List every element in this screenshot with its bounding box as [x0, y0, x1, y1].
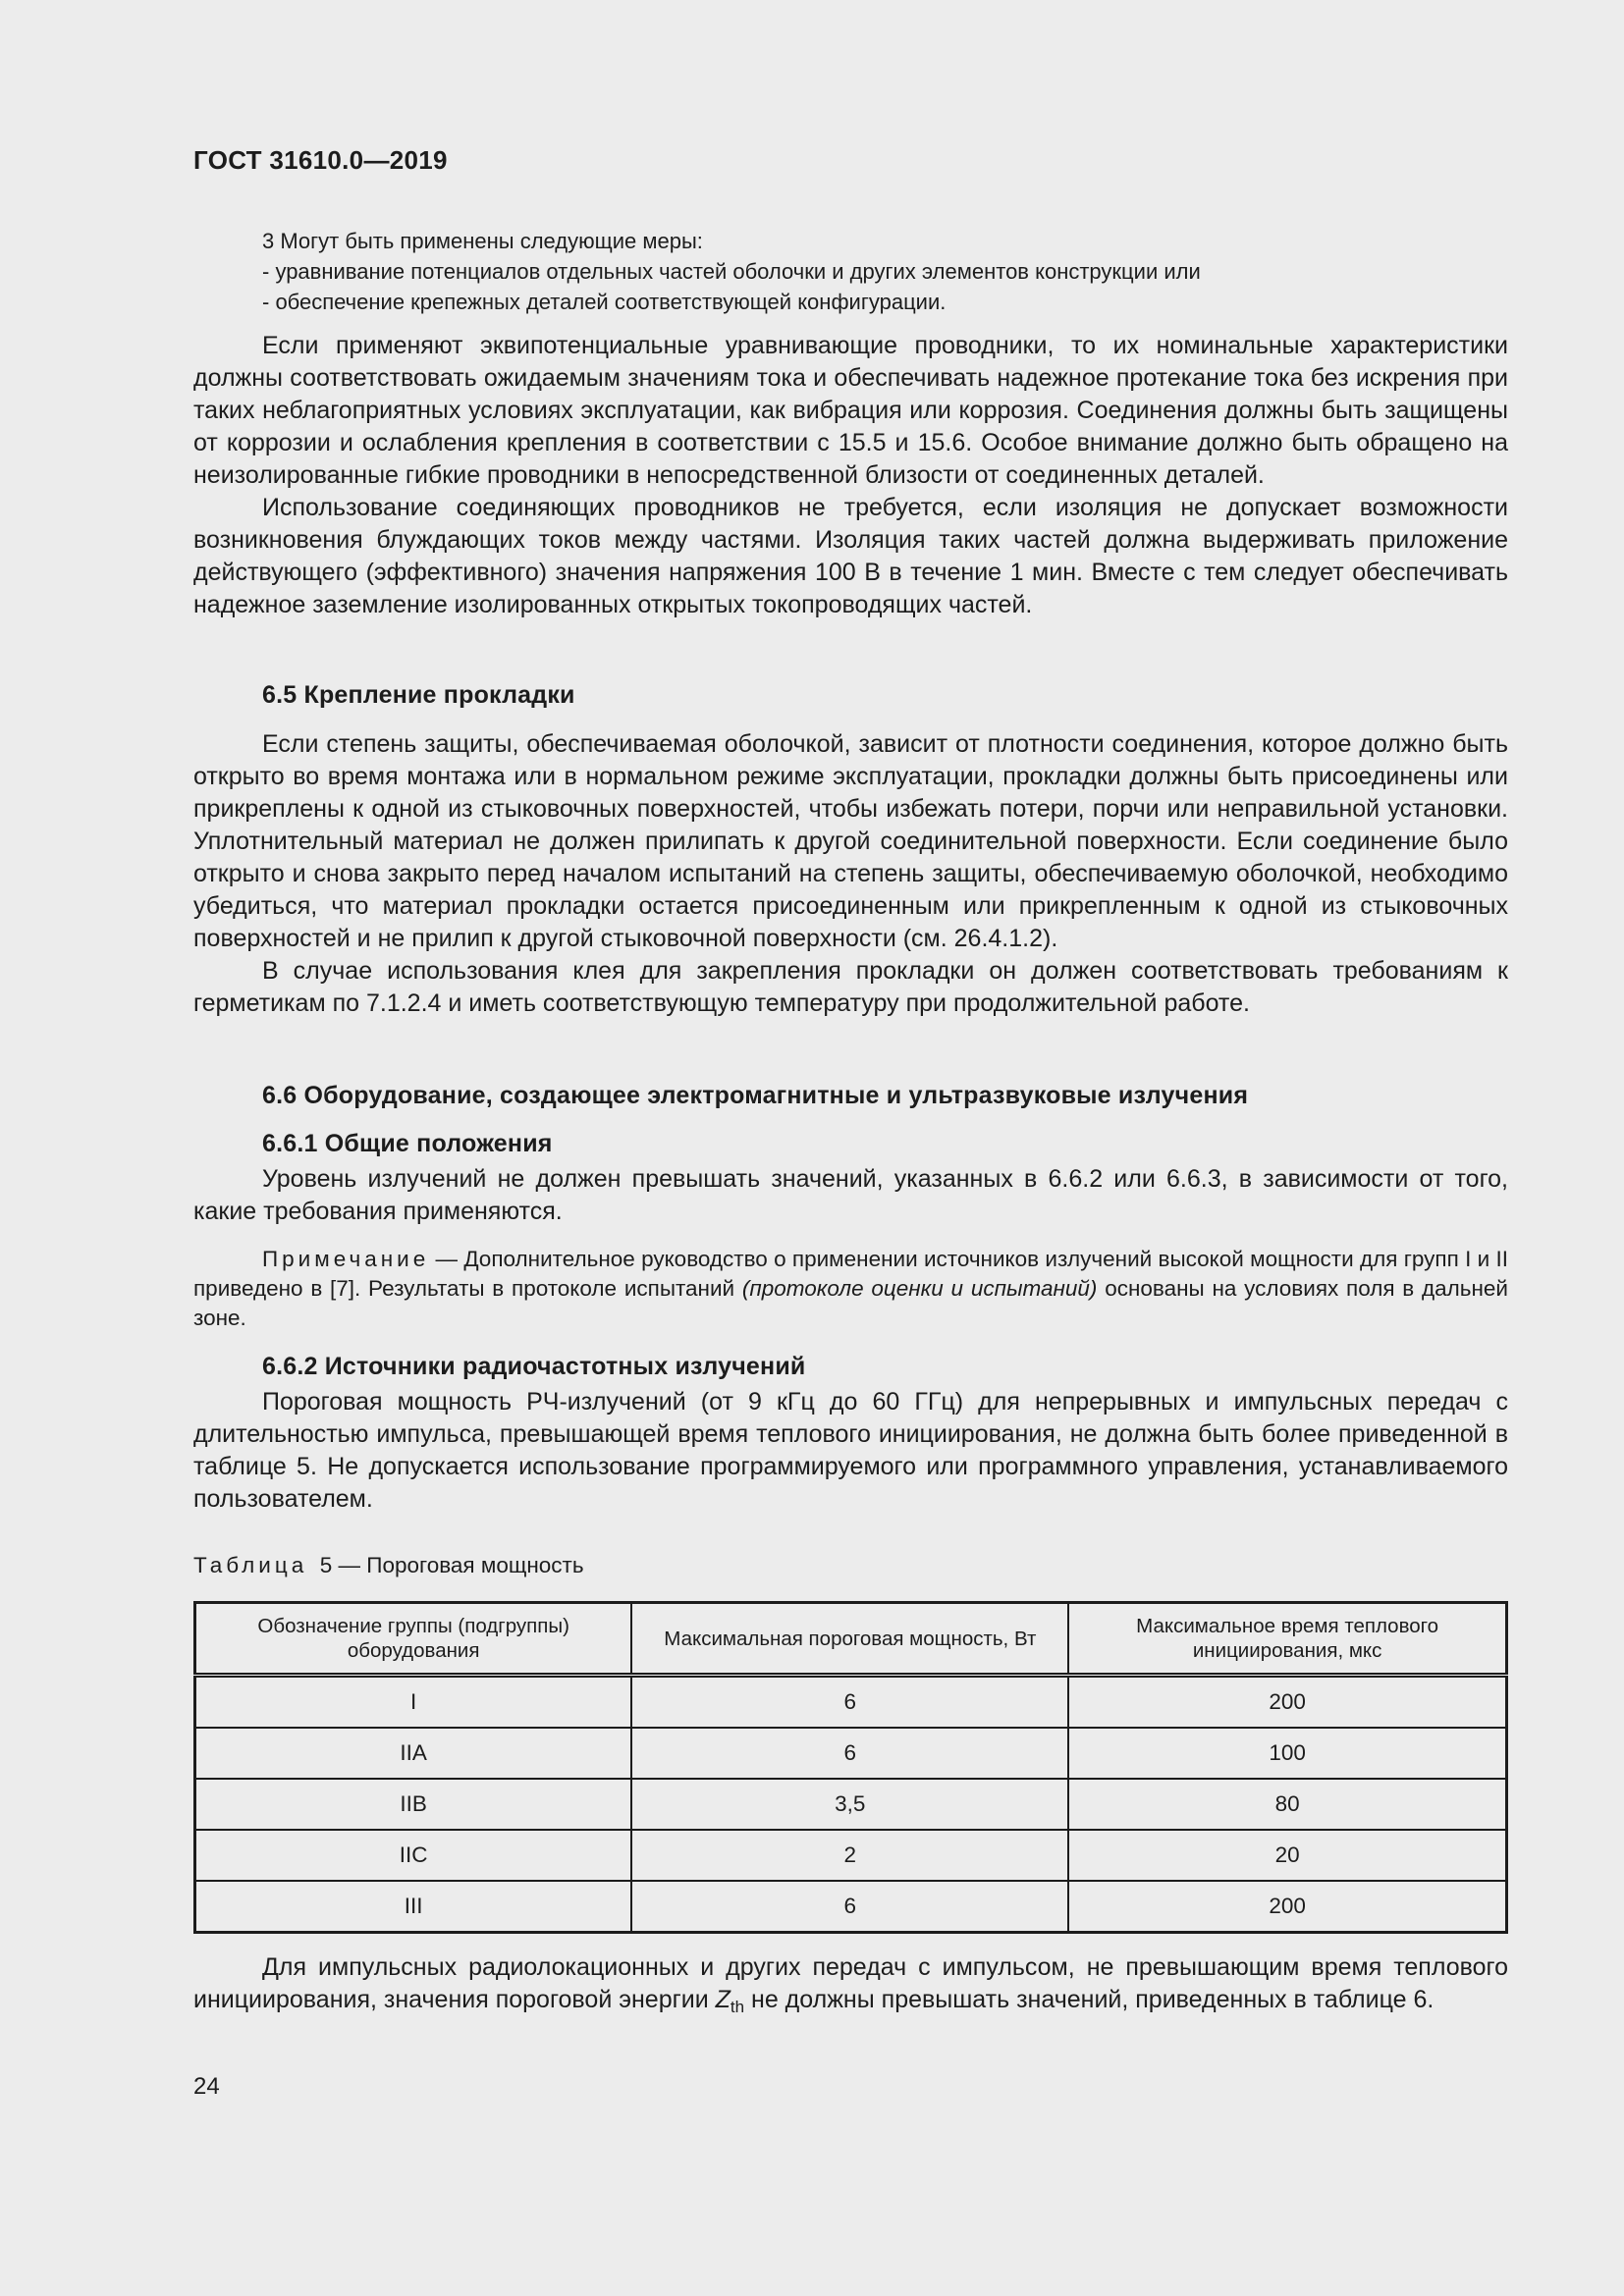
energy-symbol: Z [715, 1986, 731, 2013]
subsection-title: 6.6.2 Источники радиочастотных излучений [262, 1353, 806, 1380]
table-cell: 20 [1068, 1830, 1506, 1881]
table-row [195, 1779, 1507, 1830]
note-3-line: 3 Могут быть применены следующие меры: [262, 229, 703, 253]
note-text: основаны на условиях поля в дальней зоне. [193, 1276, 1508, 1330]
subsection-title: 6.6.1 Общие положения [262, 1130, 553, 1157]
paragraph-text: Для импульсных радиолокационных и других передач с импульсом, не превышающим время теплового инициирования, значения пороговой энергии [193, 1953, 1508, 2013]
table-header-cell: Максимальная пороговая мощность, Вт [631, 1603, 1068, 1676]
paragraph: Если степень защиты, обеспечиваемая оболочкой, зависит от плотности соединения, которое должно быть открыто во время монтажа или в нормальном режиме эксплуатации, прокладки должны быть присоединены или прикреплены к одной из стыковочных поверхностей, чтобы избежать потери, порчи или неправильной установки. Уплотнительный материал не должен прилипать к другой соединительной поверхности. Если соединение было открыто и снова закрыто перед началом испытаний на степень защиты, обеспечиваемую оболочкой, необходимо убедиться, что материал прокладки остается присоединенным или прикрепленным к одной из стыковочных поверхностей и не прилип к другой стыковочной поверхности (см. 26.4.1.2). [193, 730, 1508, 952]
section-6-5-body [193, 728, 1508, 1020]
table-cell: 80 [1068, 1779, 1506, 1830]
table-cell: IIC [195, 1830, 632, 1881]
table-cell: 2 [631, 1830, 1068, 1881]
section-6-6-2 [193, 1353, 1508, 1381]
paragraph: Если применяют эквипотенциальные уравнивающие проводники, то их номинальные характеристики должны соответствовать ожидаемым значениям тока и обеспечивать надежное протекание тока без искрения при таких неблагоприятных условиях эксплуатации, как вибрация или коррозия. Соединения должны быть защищены от коррозии и ослабления крепления в соответствии с 15.5 и 15.6. Особое внимание должно быть обращено на неизолированные гибкие проводники в непосредственной близости от соединенных деталей. [193, 332, 1508, 489]
section-title: 6.6 Оборудование, создающее электромагнитные и ультразвуковые излучения [262, 1082, 1249, 1109]
paragraph-text: не должны превышать значений, приведенных в таблице 6. [744, 1986, 1435, 2013]
table-5-caption [193, 1553, 1508, 1578]
note-label: Примечание [262, 1247, 430, 1271]
paragraph-bonding [193, 330, 1508, 621]
table-row [195, 1881, 1507, 1933]
table-cell: 200 [1068, 1881, 1506, 1933]
table-cell: I [195, 1676, 632, 1729]
table-cell: 200 [1068, 1676, 1506, 1729]
paragraph: Уровень излучений не должен превышать значений, указанных в 6.6.2 или 6.6.3, в зависимости от того, какие требования применяются. [193, 1165, 1508, 1225]
note-3 [262, 226, 1508, 317]
section-6-5 [193, 681, 1508, 710]
paragraph: Пороговая мощность РЧ-излучений (от 9 кГц до 60 ГГц) для непрерывных и импульсных передач с длительностью импульса, превышающей время теплового инициирования, не должна быть более приведенной в таблице 5. Не допускается использование программируемого или программного управления, устанавливаемого пользователем. [193, 1388, 1508, 1513]
energy-subscript: th [730, 1998, 745, 2016]
table-header-row [195, 1603, 1507, 1676]
table-cell: 6 [631, 1881, 1068, 1933]
section-6-6-1-body [193, 1163, 1508, 1228]
table-caption-text: 5 — Пороговая мощность [319, 1553, 584, 1577]
section-6-6-2-body [193, 1386, 1508, 1516]
table-caption-label: Таблица [193, 1553, 308, 1577]
note-6-6-1 [193, 1245, 1508, 1333]
table-cell: 6 [631, 1676, 1068, 1729]
page-number: 24 [193, 2073, 220, 2100]
table-cell: 100 [1068, 1728, 1506, 1779]
final-paragraph [193, 1951, 1508, 2023]
table-cell: 6 [631, 1728, 1068, 1779]
table-cell: III [195, 1881, 632, 1933]
note-3-line: - уравнивание потенциалов отдельных частей оболочки и других элементов конструкции или [262, 259, 1201, 284]
document-code: ГОСТ 31610.0—2019 [193, 145, 448, 175]
note-3-line: - обеспечение крепежных деталей соответствующей конфигурации. [262, 290, 947, 314]
note-text-italic: (протоколе оценки и испытаний) [741, 1276, 1098, 1301]
table-5 [193, 1601, 1508, 1934]
table-cell: IIB [195, 1779, 632, 1830]
paragraph: Использование соединяющих проводников не требуется, если изоляция не допускает возможности возникновения блуждающих токов между частями. Изоляция таких частей должна выдерживать приложение действующего (эффективного) значения напряжения 100 В в течение 1 мин. Вместе с тем следует обеспечивать надежное заземление изолированных открытых токопроводящих частей. [193, 494, 1508, 618]
section-6-6-1 [193, 1130, 1508, 1158]
table-row [195, 1676, 1507, 1729]
table-cell: 3,5 [631, 1779, 1068, 1830]
section-title: 6.5 Крепление прокладки [262, 681, 575, 709]
table-header-cell: Максимальное время теплового инициирования, мкс [1068, 1603, 1506, 1676]
section-6-6 [193, 1082, 1508, 1110]
table-row [195, 1830, 1507, 1881]
table-row [195, 1728, 1507, 1779]
table-cell: IIA [195, 1728, 632, 1779]
threshold-power-table [193, 1601, 1508, 1934]
paragraph: В случае использования клея для закрепления прокладки он должен соответствовать требованиям к герметикам по 7.1.2.4 и иметь соответствующую температуру при продолжительной работе. [193, 957, 1508, 1017]
note-text: — Дополнительное руководство о применении источников излучений высокой мощности для групп I и II приведено в [7]. Результаты в протоколе испытаний [193, 1247, 1508, 1301]
table-header-cell: Обозначение группы (подгруппы) оборудования [195, 1603, 632, 1676]
